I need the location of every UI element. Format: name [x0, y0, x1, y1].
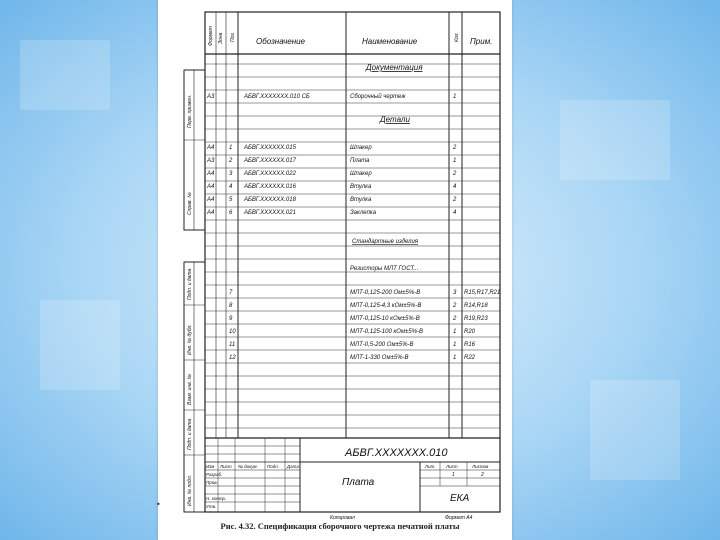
doc-designation: АБВГ.XXXXXXX.010 СБ	[244, 94, 310, 100]
detail-pos: 4	[229, 184, 233, 190]
detail-name: Шпакер	[350, 171, 372, 177]
title-doc-no: № докум.	[238, 464, 258, 469]
std-pos: 12	[229, 355, 236, 361]
header-qty: Кол.	[454, 32, 460, 42]
detail-designation: АБВГ.XXXXXX.015	[244, 145, 296, 151]
detail-qty: 2	[453, 197, 457, 203]
std-name: МЛТ-1-330 Ом±5%-В	[350, 355, 409, 361]
std-note: R14,R18	[464, 303, 488, 309]
detail-name: Втулка	[350, 184, 372, 190]
detail-name: Плата	[350, 158, 370, 164]
resistors-heading: Резисторы МЛТ ГОСТ...	[350, 266, 419, 272]
detail-qty: 2	[453, 145, 457, 151]
side-vzam-inv: Взам. инв. №	[187, 374, 193, 405]
detail-designation: АБВГ.XXXXXX.022	[244, 171, 296, 177]
title-code: АБВГ.XXXXXXX.010	[345, 447, 448, 459]
detail-pos: 3	[229, 171, 233, 177]
detail-format: А4	[207, 184, 215, 190]
header-designation: Обозначение	[256, 37, 306, 46]
detail-designation: АБВГ.XXXXXX.021	[244, 210, 296, 216]
side-inv-dubl: Инв. № дубл.	[187, 324, 193, 355]
title-podp: Подп.	[267, 464, 279, 469]
std-note: R15,R17,R21	[464, 290, 501, 296]
doc-format: А3	[207, 94, 215, 100]
title-listov: Листов	[472, 464, 489, 469]
detail-qty: 2	[453, 171, 457, 177]
detail-qty: 4	[453, 210, 457, 216]
side-podp-data: Подп. и дата	[187, 418, 193, 450]
doc-name: Сборочный чертеж	[350, 94, 406, 100]
title-list-val: 1	[452, 472, 455, 478]
std-name: МЛТ-0,125-200 Ом±5%-В	[350, 290, 421, 296]
title-razrab: Разраб.	[206, 472, 223, 477]
doc-qty: 1	[453, 94, 457, 100]
title-kopiroval: Копировал	[330, 515, 355, 521]
detail-designation: АБВГ.XXXXXX.018	[244, 197, 296, 203]
std-name: МЛТ-0,125-100 кОм±5%-В	[350, 329, 424, 335]
detail-format: А4	[207, 210, 215, 216]
std-pos: 10	[229, 329, 236, 335]
detail-format: А3	[207, 158, 215, 164]
detail-pos: 2	[229, 158, 233, 164]
side-podp-data: Подп. и дата	[187, 268, 193, 300]
detail-name: Заклепка	[350, 210, 377, 216]
std-pos: 11	[229, 342, 236, 348]
detail-format: А4	[207, 145, 215, 151]
title-org: ЕКА	[450, 493, 470, 504]
std-qty: 1	[453, 329, 457, 335]
std-name: МЛТ-0,5-200 Ом±5%-В	[350, 342, 414, 348]
section-standard: Стандартные изделия	[352, 239, 419, 245]
title-format-label: Формат А4	[445, 515, 473, 521]
detail-designation: АБВГ.XXXXXX.017	[244, 158, 296, 164]
bullet-mark: •	[156, 500, 161, 509]
side-perv-primen: Перв. примен.	[187, 94, 193, 128]
title-lit: Лит.	[425, 464, 436, 469]
title-list2: Лист	[446, 464, 458, 469]
details-table	[206, 145, 457, 216]
title-izm: Изм	[206, 464, 215, 469]
std-note: R22	[464, 355, 476, 361]
std-qty: 2	[453, 316, 457, 322]
header-zone: Зона	[218, 32, 224, 44]
title-listov-val: 2	[481, 472, 484, 478]
header-name: Наименование	[362, 37, 418, 46]
std-note: R19,R23	[464, 316, 488, 322]
std-note: R16	[464, 342, 476, 348]
detail-format: А4	[207, 171, 215, 177]
title-date: Дата	[287, 464, 299, 469]
std-qty: 1	[453, 355, 457, 361]
detail-qty: 1	[453, 158, 457, 164]
standard-items-table	[229, 290, 500, 361]
detail-pos: 5	[229, 197, 233, 203]
side-inv-podl: Инв. № подл.	[187, 474, 193, 506]
side-sprav: Справ. №	[187, 192, 193, 215]
title-list: Лист	[220, 464, 232, 469]
figure-caption: Рис. 4.32. Спецификация сборочного чертежа печатной платы	[220, 521, 460, 531]
section-details: Детали	[380, 115, 410, 124]
detail-pos: 1	[229, 145, 233, 151]
detail-designation: АБВГ.XXXXXX.016	[244, 184, 296, 190]
detail-format: А4	[207, 197, 215, 203]
section-documentation: Документация	[366, 63, 423, 72]
std-pos: 9	[229, 316, 233, 322]
title-prov: Пров.	[206, 480, 218, 485]
detail-name: Втулка	[350, 197, 372, 203]
title-utv: Утв.	[206, 504, 217, 509]
std-qty: 2	[453, 303, 457, 309]
std-pos: 8	[229, 303, 233, 309]
title-n-kontr: Н. контр.	[206, 496, 227, 501]
title-name: Плата	[342, 477, 375, 488]
std-qty: 1	[453, 342, 457, 348]
detail-name: Шпакер	[350, 145, 372, 151]
std-name: МЛТ-0,125-4,3 кОм±5%-В	[350, 303, 422, 309]
std-qty: 3	[453, 290, 457, 296]
header-format: Формат	[208, 26, 214, 46]
std-note: R20	[464, 329, 476, 335]
detail-qty: 4	[453, 184, 457, 190]
header-note: Прим.	[470, 37, 493, 46]
detail-pos: 6	[229, 210, 233, 216]
std-pos: 7	[229, 290, 233, 296]
std-name: МЛТ-0,125-10 кОм±5%-В	[350, 316, 420, 322]
header-pos: Поз.	[230, 31, 236, 42]
